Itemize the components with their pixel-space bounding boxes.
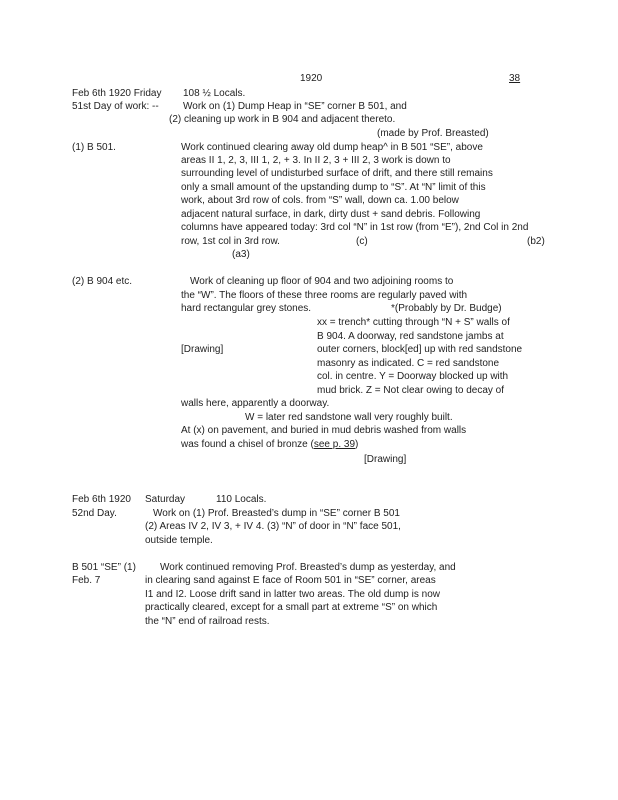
entry1-day: 51st Day of work: -- bbox=[72, 101, 159, 112]
section-1-line: only a small amount of the upstanding dump to “S”. At “N” limit of this bbox=[181, 182, 486, 193]
entry2-line: I1 and I2. Loose drift sand in latter two areas. The old dump is now bbox=[145, 589, 440, 600]
section-1-line: work, about 3rd row of cols. from “S” wall, down ca. 1.00 below bbox=[181, 195, 459, 206]
entry2-work-line-2: (2) Areas IV 2, IV 3, + IV 4. (3) “N” of door in “N” face 501, bbox=[145, 521, 401, 532]
section-2-line: hard rectangular grey stones. bbox=[181, 303, 312, 314]
budge-note: *(Probably by Dr. Budge) bbox=[391, 303, 502, 314]
entry1-locals: 108 ½ Locals. bbox=[183, 88, 246, 99]
walls-line: walls here, apparently a doorway. bbox=[181, 398, 330, 409]
drawing-note: xx = trench* cutting through “N + S” walls of bbox=[317, 317, 510, 328]
entry2-weekday: Saturday bbox=[145, 494, 186, 505]
section-1-line: row, 1st col in 3rd row. bbox=[181, 236, 280, 247]
chisel-line-2-prefix: was found a chisel of bronze ( bbox=[181, 439, 314, 450]
made-by-note: (made by Prof. Breasted) bbox=[377, 128, 489, 139]
drawing-note: outer corners, block[ed] up with red sandstone bbox=[317, 344, 523, 355]
year-heading: 1920 bbox=[300, 73, 323, 84]
entry2-work-line-3: outside temple. bbox=[145, 535, 213, 546]
drawing-note: B 904. A doorway, red sandstone jambs at bbox=[317, 331, 504, 342]
entry2-locals: 110 Locals. bbox=[216, 494, 267, 505]
entry2-line: Work continued removing Prof. Breasted’s dump as yesterday, and bbox=[160, 562, 456, 573]
drawing-note: mud brick. Z = Not clear owing to decay of bbox=[317, 385, 505, 396]
entry2-line: practically cleared, except for a small part at extreme “S” on which bbox=[145, 602, 438, 613]
page-reference-link[interactable]: see p. 39 bbox=[313, 439, 356, 450]
entry2-line: the “N” end of railroad rests. bbox=[145, 616, 270, 627]
page-number: 38 bbox=[509, 73, 521, 84]
entry2-day: 52nd Day. bbox=[72, 508, 117, 519]
section-2-line: the “W”. The floors of these three rooms are regularly paved with bbox=[181, 290, 468, 301]
section-1-line: areas II 1, 2, 3, III 1, 2, + 3. In II 2, 3 + III 2, 3 work is down to bbox=[181, 155, 451, 166]
drawing-note: masonry as indicated. C = red sandstone bbox=[317, 358, 500, 369]
entry2-section-label: B 501 “SE” (1) bbox=[72, 562, 136, 573]
section-1-label: (1) B 501. bbox=[72, 142, 116, 153]
entry2-section-date: Feb. 7 bbox=[72, 575, 101, 586]
entry2-date: Feb 6th 1920 bbox=[72, 494, 131, 505]
chisel-line-2 bbox=[181, 439, 358, 451]
mark-c: (c) bbox=[356, 236, 368, 247]
mark-b2: (b2) bbox=[527, 236, 545, 247]
entry2-work-line-1: Work on (1) Prof. Breasted’s dump in “SE” corner B 501 bbox=[153, 508, 400, 519]
entry1-work-line-1: Work on (1) Dump Heap in “SE” corner B 501, and bbox=[183, 101, 407, 112]
section-2-line: Work of cleaning up floor of 904 and two adjoining rooms to bbox=[190, 276, 454, 287]
section-1-line: columns have appeared today: 3rd col “N” in 1st row (from “E”), 2nd Col in 2nd bbox=[181, 222, 529, 233]
drawing-placeholder-2: [Drawing] bbox=[364, 454, 407, 465]
chisel-line-1: At (x) on pavement, and buried in mud debris washed from walls bbox=[181, 425, 467, 436]
section-1-line: adjacent natural surface, in dark, dirty dust + sand debris. Following bbox=[181, 209, 481, 220]
mark-a3: (a3) bbox=[232, 249, 250, 260]
section-1-line: Work continued clearing away old dump heap^ in B 501 “SE”, above bbox=[181, 142, 483, 153]
drawing-placeholder: [Drawing] bbox=[181, 344, 224, 355]
drawing-note: col. in centre. Y = Doorway blocked up with bbox=[317, 371, 509, 382]
entry1-date: Feb 6th 1920 Friday bbox=[72, 88, 162, 99]
entry2-line: in clearing sand against E face of Room 501 in “SE” corner, areas bbox=[145, 575, 436, 586]
chisel-line-2-suffix: ) bbox=[355, 439, 359, 450]
section-2-label: (2) B 904 etc. bbox=[72, 276, 133, 287]
entry1-work-line-2: (2) cleaning up work in B 904 and adjacent thereto. bbox=[169, 114, 396, 125]
w-line: W = later red sandstone wall very roughly built. bbox=[245, 412, 453, 423]
section-1-line: surrounding level of undisturbed surface of drift, and there still remains bbox=[181, 168, 493, 179]
